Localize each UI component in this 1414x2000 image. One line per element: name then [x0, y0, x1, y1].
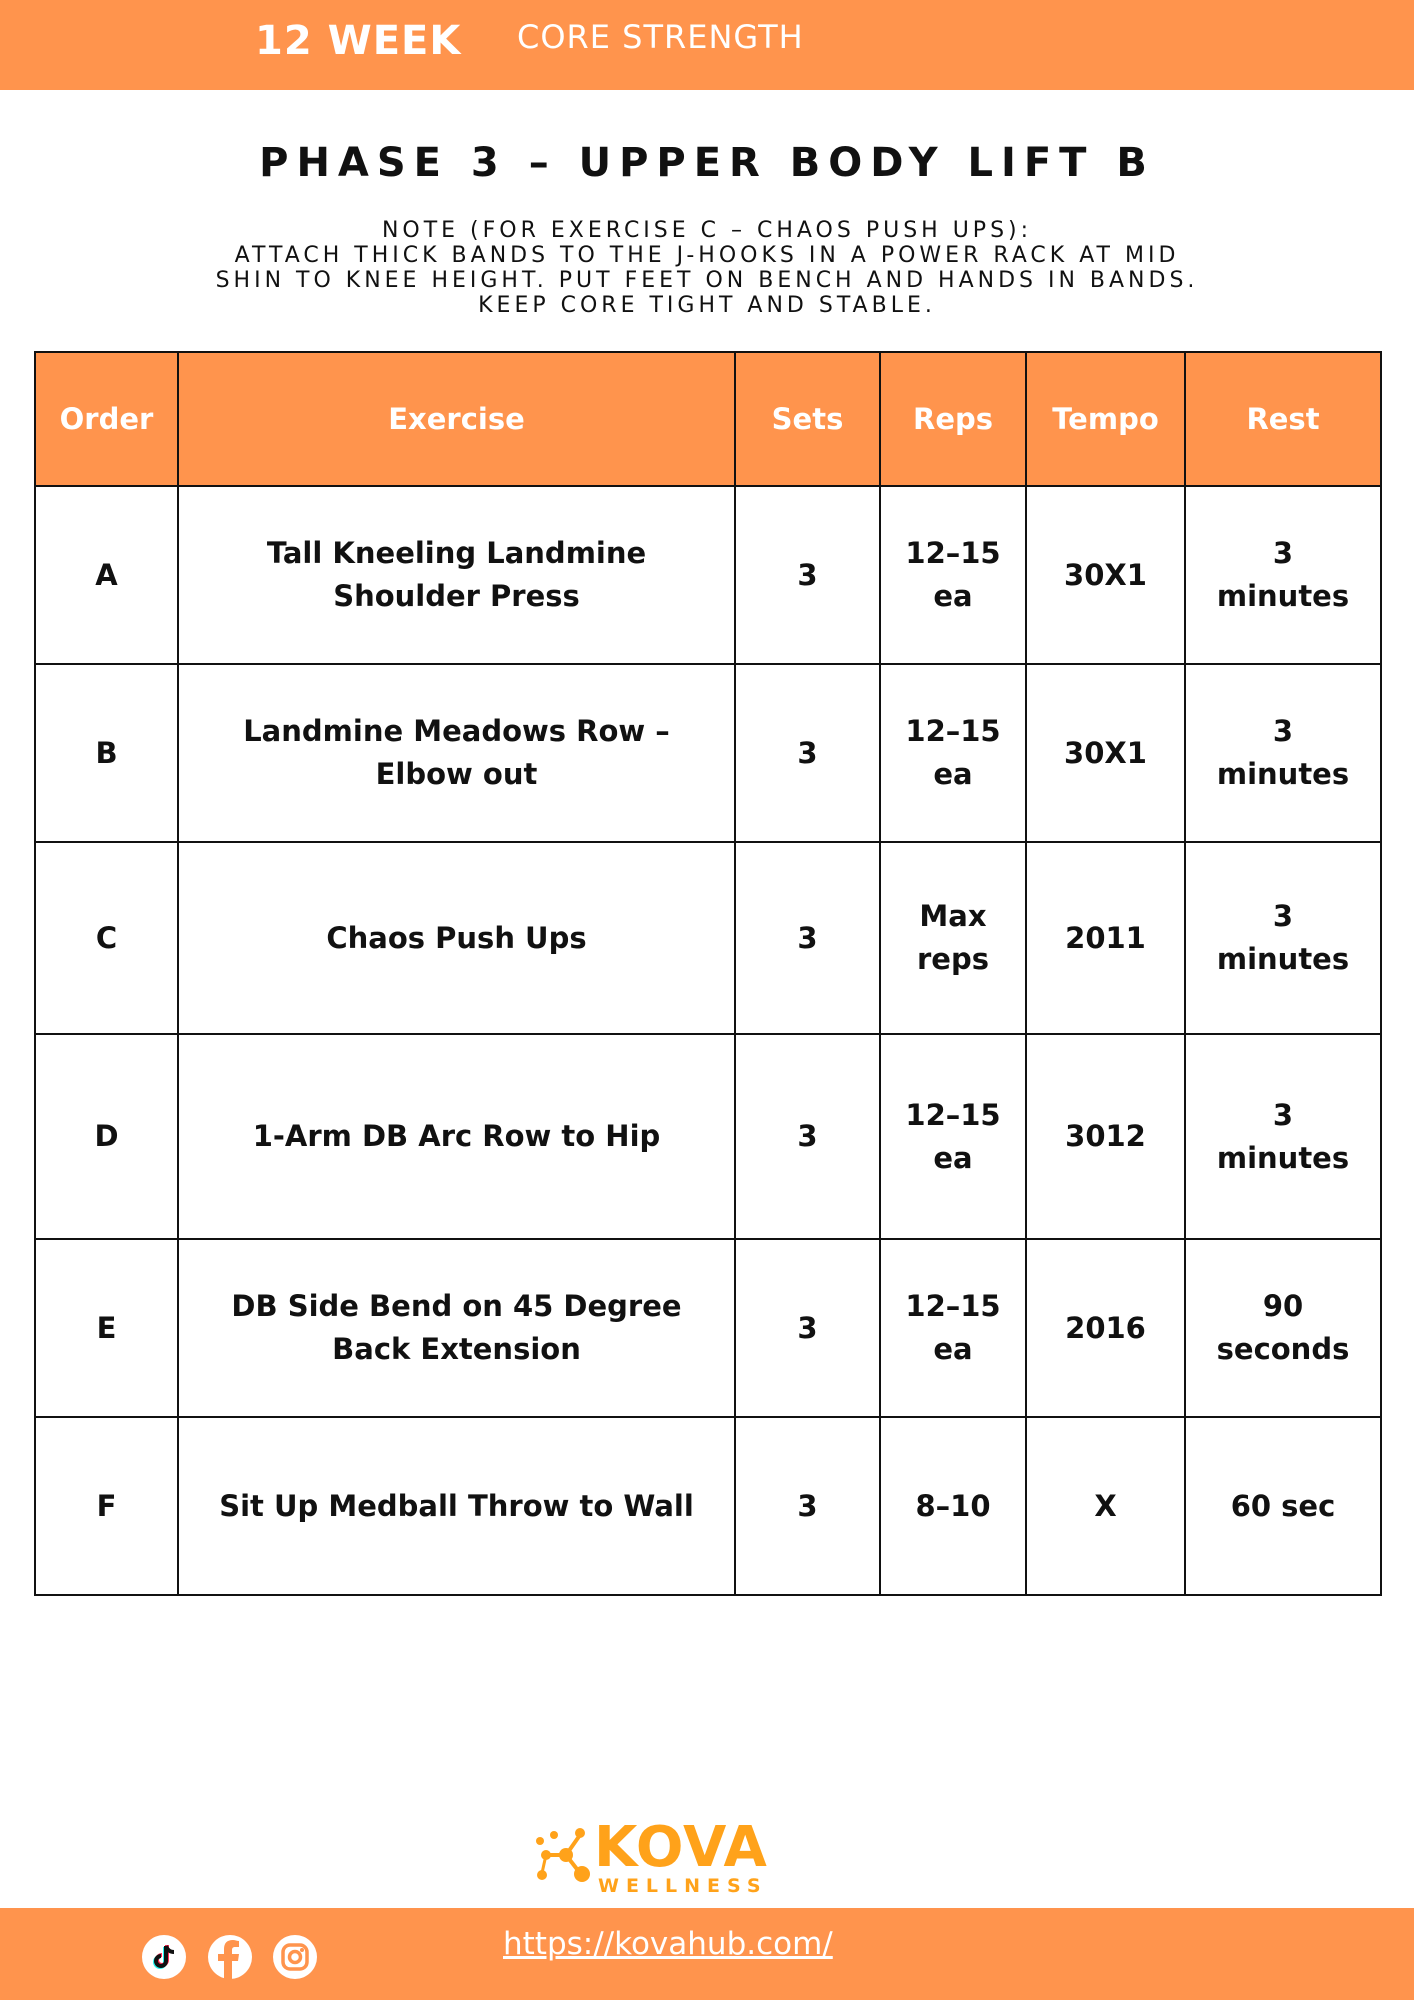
table-header-row — [35, 352, 1381, 486]
table-row — [35, 1417, 1381, 1595]
cell-rest — [1185, 486, 1381, 664]
cell-tempo: 2016 — [1026, 1239, 1185, 1417]
cell-tempo: 30X1 — [1026, 486, 1185, 664]
cell-reps — [880, 1417, 1026, 1595]
reps-line: 12–15 — [905, 1097, 1001, 1132]
rest-line: seconds — [1216, 1332, 1350, 1366]
rest-line: 3 — [1272, 1097, 1294, 1132]
cell-sets: 3 — [735, 1239, 880, 1417]
rest-line: minutes — [1216, 579, 1350, 613]
cell-tempo: 2011 — [1026, 842, 1185, 1034]
table-row — [35, 1034, 1381, 1239]
program-name: CORE STRENGTH — [517, 18, 804, 56]
cell-reps — [880, 1034, 1026, 1239]
cell-sets: 3 — [735, 1417, 880, 1595]
reps-line: 8–10 — [915, 1488, 991, 1523]
table-row — [35, 486, 1381, 664]
rest-line: minutes — [1216, 1140, 1350, 1175]
exercise-line: Back Extension — [332, 1332, 581, 1366]
cell-exercise — [178, 842, 735, 1034]
cell-order: D — [35, 1034, 178, 1239]
rest-line: 3 — [1272, 899, 1294, 933]
rest-line: minutes — [1216, 757, 1350, 791]
reps-line: Max — [919, 899, 987, 933]
cell-exercise — [178, 1417, 735, 1595]
reps-line: ea — [933, 757, 973, 791]
cell-reps — [880, 664, 1026, 842]
program-length: 12 WEEK — [255, 18, 462, 64]
cell-sets: 3 — [735, 486, 880, 664]
cell-exercise — [178, 664, 735, 842]
table-row — [35, 1239, 1381, 1417]
page-title: PHASE 3 – UPPER BODY LIFT B — [259, 140, 1155, 186]
cell-sets: 3 — [735, 842, 880, 1034]
cell-rest — [1185, 664, 1381, 842]
top-banner — [0, 0, 1414, 90]
exercise-note — [130, 218, 1284, 318]
exercise-line: Sit Up Medball Throw to Wall — [219, 1488, 694, 1523]
website-link[interactable]: https://kovahub.com/ — [503, 1926, 833, 1962]
tiktok-icon[interactable] — [141, 1934, 187, 1980]
cell-order: E — [35, 1239, 178, 1417]
exercise-line: Tall Kneeling Landmine — [266, 536, 647, 570]
exercise-line: DB Side Bend on 45 Degree — [231, 1289, 682, 1323]
reps-line: 12–15 — [905, 714, 1001, 748]
note-line: KEEP CORE TIGHT AND STABLE. — [478, 293, 936, 318]
logo-subtitle: WELLNESS — [598, 1875, 768, 1897]
cell-sets: 3 — [735, 1034, 880, 1239]
reps-line: ea — [933, 579, 973, 613]
cell-tempo: 30X1 — [1026, 664, 1185, 842]
exercise-line: Shoulder Press — [333, 579, 580, 613]
column-header-tempo: Tempo — [1026, 352, 1185, 486]
rest-line: 90 — [1262, 1289, 1304, 1323]
cell-tempo: 3012 — [1026, 1034, 1185, 1239]
cell-order: F — [35, 1417, 178, 1595]
cell-reps — [880, 842, 1026, 1034]
instagram-icon[interactable] — [272, 1934, 318, 1980]
note-line: SHIN TO KNEE HEIGHT. PUT FEET ON BENCH AND HANDS IN BANDS. — [215, 268, 1199, 293]
logo-wordmark: KOVA — [594, 1815, 768, 1880]
exercise-line: 1-Arm DB Arc Row to Hip — [252, 1119, 661, 1153]
note-line: ATTACH THICK BANDS TO THE J-HOOKS IN A POWER RACK AT MID — [234, 243, 1180, 268]
exercise-line: Elbow out — [375, 757, 538, 791]
cell-tempo: X — [1026, 1417, 1185, 1595]
rest-line: 3 — [1272, 536, 1294, 570]
column-header-reps: Reps — [880, 352, 1026, 486]
kova-wellness-logo — [532, 1815, 768, 1897]
reps-line: 12–15 — [905, 536, 1001, 570]
rest-line: 60 sec — [1230, 1488, 1336, 1523]
cell-exercise — [178, 1239, 735, 1417]
cell-exercise — [178, 486, 735, 664]
cell-exercise — [178, 1034, 735, 1239]
column-header-rest: Rest — [1185, 352, 1381, 486]
reps-line: reps — [917, 942, 989, 976]
column-header-sets: Sets — [735, 352, 880, 486]
molecule-icon — [532, 1819, 594, 1889]
cell-rest — [1185, 1239, 1381, 1417]
column-header-exercise: Exercise — [178, 352, 735, 486]
reps-line: ea — [933, 1332, 973, 1366]
footer-banner — [0, 1908, 1414, 2000]
facebook-icon[interactable] — [207, 1934, 253, 1980]
reps-line: 12–15 — [905, 1289, 1001, 1323]
cell-rest — [1185, 1417, 1381, 1595]
reps-line: ea — [933, 1140, 973, 1175]
cell-order: B — [35, 664, 178, 842]
cell-reps — [880, 1239, 1026, 1417]
rest-line: minutes — [1216, 942, 1350, 976]
cell-reps — [880, 486, 1026, 664]
cell-rest — [1185, 842, 1381, 1034]
table-row — [35, 842, 1381, 1034]
table-row — [35, 664, 1381, 842]
exercise-line: Chaos Push Ups — [326, 920, 587, 955]
cell-sets: 3 — [735, 664, 880, 842]
cell-order: C — [35, 842, 178, 1034]
column-header-order: Order — [35, 352, 178, 486]
workout-table — [34, 351, 1382, 1596]
cell-order: A — [35, 486, 178, 664]
cell-rest — [1185, 1034, 1381, 1239]
exercise-line: Landmine Meadows Row – — [243, 714, 670, 748]
note-line: NOTE (FOR EXERCISE C – CHAOS PUSH UPS): — [381, 218, 1033, 243]
rest-line: 3 — [1272, 714, 1294, 748]
